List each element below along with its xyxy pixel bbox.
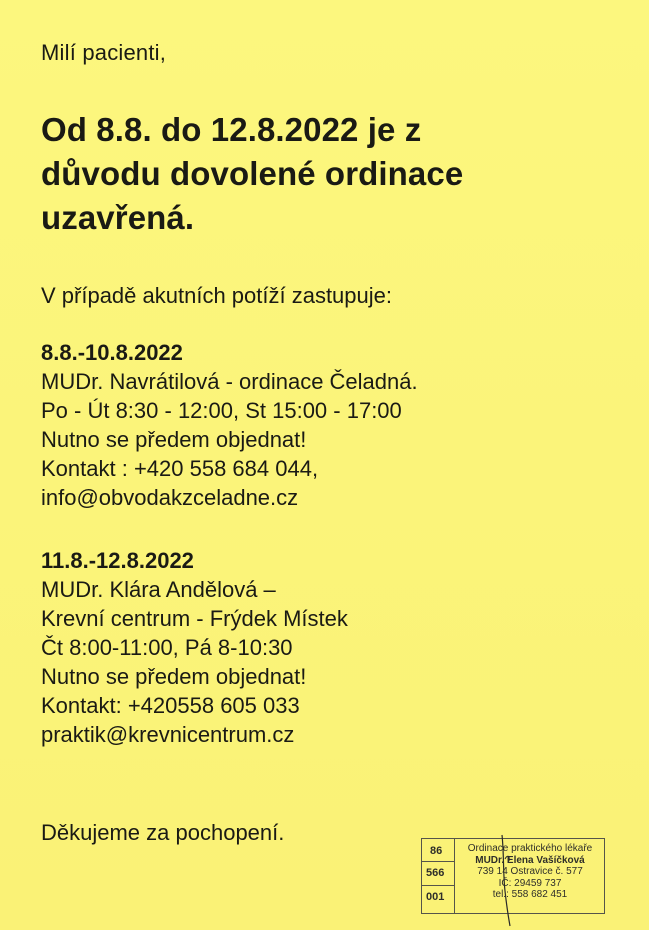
stamp-line: Ordinace praktického lékaře [467, 843, 593, 854]
substitute-hours: Po - Út 8:30 - 12:00, St 15:00 - 17:00 [41, 398, 402, 423]
stamp-code: 566 [426, 867, 445, 879]
headline-line: důvodu dovolené ordinace [41, 155, 464, 192]
intro-text: V případě akutních potíží zastupuje: [41, 283, 393, 308]
stamp-line: tel.: 558 682 451 [492, 889, 568, 900]
substitute-block [41, 338, 418, 512]
stamp-codes [422, 839, 455, 913]
headline [41, 108, 463, 240]
substitute-doctor: MUDr. Navrátilová - ordinace Čeladná. [41, 369, 418, 394]
substitute-note: Nutno se předem objednat! [41, 427, 307, 452]
substitute-phone: Kontakt : +420 558 684 044, [41, 456, 319, 481]
thanks-text: Děkujeme za pochopení. [41, 820, 285, 845]
stamp-details [454, 839, 606, 901]
substitute-note: Nutno se předem objednat! [41, 664, 307, 689]
stamp-code: 86 [430, 845, 443, 857]
substitute-email: info@obvodakzceladne.cz [41, 485, 299, 510]
headline-line: uzavřená. [41, 199, 195, 236]
substitute-doctor: MUDr. Klára Andělová – [41, 577, 276, 602]
stamp-code: 001 [426, 891, 445, 903]
office-stamp [421, 838, 605, 914]
headline-line: Od 8.8. do 12.8.2022 je z [41, 111, 422, 148]
stamp-line: IČ: 29459 737 [498, 877, 562, 889]
stamp-line: MUDr. Elena Vašíčková [475, 854, 585, 866]
substitute-location: Krevní centrum - Frýdek Místek [41, 606, 348, 631]
substitute-phone: Kontakt: +420558 605 033 [41, 693, 300, 718]
stamp-line: 739 14 Ostravice č. 577 [477, 866, 583, 877]
substitute-email: praktik@krevnicentrum.cz [41, 722, 295, 747]
substitute-hours: Čt 8:00-11:00, Pá 8-10:30 [41, 635, 293, 660]
substitute-date: 11.8.-12.8.2022 [41, 548, 194, 573]
greeting: Milí pacienti, [41, 40, 167, 65]
substitute-block [41, 546, 348, 749]
substitute-date: 8.8.-10.8.2022 [41, 340, 183, 365]
